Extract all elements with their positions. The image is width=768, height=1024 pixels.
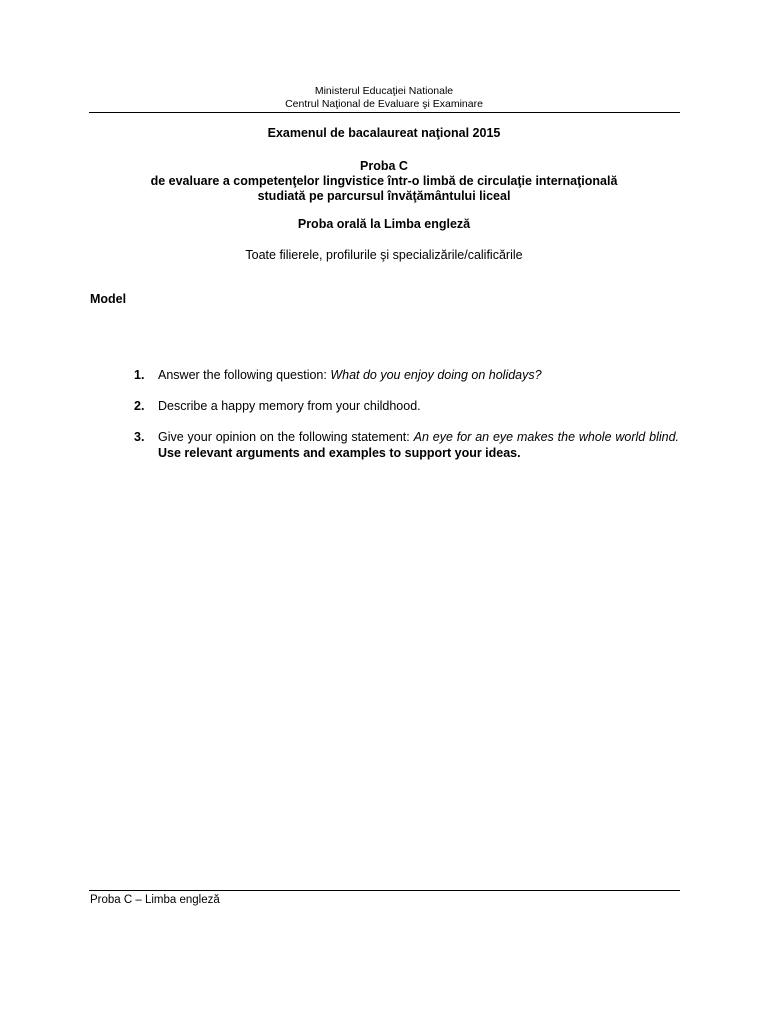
center-name: Centrul Naţional de Evaluare şi Examinare bbox=[285, 98, 483, 110]
exam-title: Examenul de bacalaureat naţional 2015 bbox=[267, 126, 501, 140]
proba-description: de evaluare a competenţelor lingvistice într-o limbă de circulaţie internaţională bbox=[150, 174, 618, 188]
question-number: 2. bbox=[134, 399, 145, 413]
page-footer: Proba C – Limba engleză bbox=[90, 894, 220, 906]
question-list bbox=[134, 367, 679, 476]
footer-divider bbox=[89, 890, 680, 891]
specializations-line: Toate filierele, profilurile şi specializările/calificările bbox=[245, 248, 523, 262]
question-text bbox=[158, 429, 679, 461]
model-label: Model bbox=[90, 292, 127, 306]
proba-description-cont: studiată pe parcursul învăţământului liceal bbox=[257, 189, 511, 203]
question-instruction: Use relevant arguments and examples to support your ideas. bbox=[158, 446, 521, 460]
question-prompt: Answer the following question: bbox=[158, 368, 331, 382]
question-item-3 bbox=[134, 429, 679, 461]
question-quote: An eye for an eye makes the whole world blind. bbox=[413, 430, 679, 444]
question-text bbox=[158, 367, 679, 383]
proba-name: Proba C bbox=[360, 159, 408, 173]
question-prompt: Give your opinion on the following statement: bbox=[158, 430, 414, 444]
question-number: 1. bbox=[134, 368, 145, 382]
question-item-1 bbox=[134, 367, 679, 383]
document-header bbox=[89, 85, 679, 111]
proba-heading bbox=[89, 159, 679, 204]
header-divider bbox=[89, 112, 680, 113]
question-text: Describe a happy memory from your childhood. bbox=[158, 399, 421, 413]
oral-exam-title: Proba orală la Limba engleză bbox=[297, 217, 471, 231]
question-number: 3. bbox=[134, 430, 145, 444]
ministry-name: Ministerul Educaţiei Nationale bbox=[314, 85, 454, 97]
question-quote: What do you enjoy doing on holidays? bbox=[330, 368, 542, 382]
question-item-2 bbox=[134, 398, 679, 414]
